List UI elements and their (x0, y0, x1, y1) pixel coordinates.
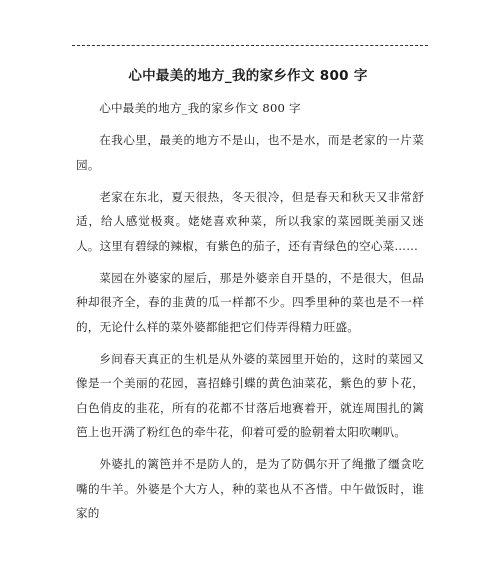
paragraph: 心中最美的地方_我的家乡作文 800 字 (99, 101, 301, 115)
paragraph: 乡间春天真正的生机是从外婆的菜园里开始的，这时的菜园又像是一个美丽的花园，喜招蜂引蝶的黄色油菜花，紫色的萝卜花，白色俏皮的韭花，所有的花都不甘落后地赛着开，就连周围扎的篱笆上也开满了粉红色的牵牛花，仰着可爱的脸朝着太阳吹喇叭。 (76, 351, 424, 439)
document-title: 心中最美的地方_我的家乡作文 800 字 (128, 68, 368, 84)
paragraph: 菜园在外婆家的屋后，那是外婆亲自开垦的，不是很大，但品种却很齐全，春的韭黄的瓜一样都不少。四季里种的菜也是不一样的，无论什么样的菜外婆都能把它们侍弄得精力旺盛。 (76, 270, 424, 334)
document-body (76, 96, 424, 533)
header-divider (72, 45, 428, 46)
paragraph: 老家在东北，夏天很热，冬天很冷，但是春天和秋天又非常舒适，给人感觉极爽。姥姥喜欢种菜，所以我家的菜园既美丽又迷人。这里有碧绿的辣椒，有紫色的茄子，还有青绿色的空心菜…… (76, 189, 424, 253)
paragraph: 外婆扎的篱笆并不是防人的，是为了防偶尔开了绳撒了缰贪吃嘴的牛羊。外婆是个大方人，种的菜也从不吝惜。中午做饭时，谁家的 (76, 457, 424, 520)
paragraph: 在我心里，最美的地方不是山，也不是水，而是老家的一片菜园。 (76, 133, 424, 172)
